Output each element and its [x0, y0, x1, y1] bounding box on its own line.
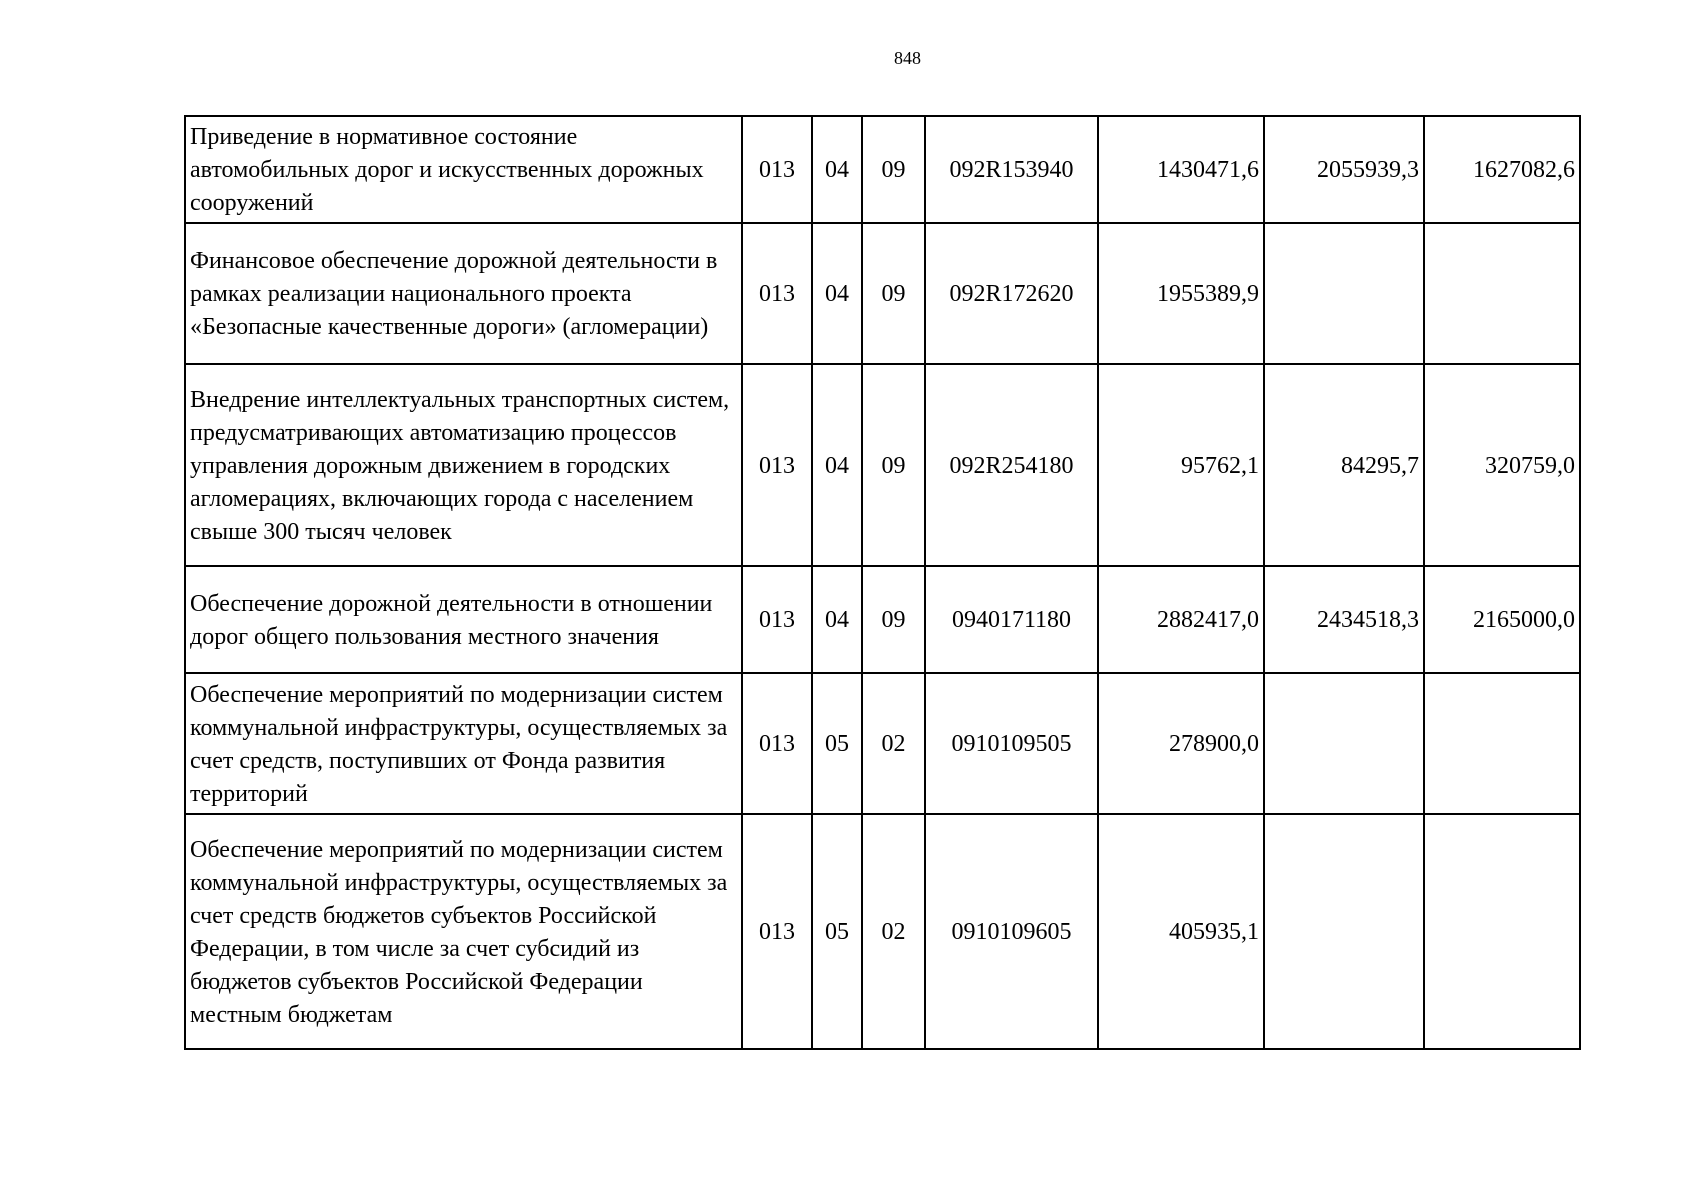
ministry-code-cell: 013	[742, 566, 812, 673]
section-code-cell: 05	[812, 673, 862, 814]
subsection-code-cell: 09	[862, 566, 925, 673]
table-row	[185, 673, 1580, 814]
amount-cell-3	[1424, 223, 1580, 364]
expense-name-cell: Приведение в нормативное состояние автомобильных дорог и искусственных дорожных сооружений	[185, 116, 742, 223]
amount-cell-1: 405935,1	[1098, 814, 1264, 1049]
table-row	[185, 566, 1580, 673]
expense-name-cell: Финансовое обеспечение дорожной деятельности в рамках реализации национального проекта «Безопасные качественные дороги» (агломерации)	[185, 223, 742, 364]
section-code-cell: 04	[812, 566, 862, 673]
target-article-cell: 092R254180	[925, 364, 1098, 566]
budget-table	[184, 115, 1581, 1050]
subsection-code-cell: 09	[862, 223, 925, 364]
section-code-cell: 04	[812, 364, 862, 566]
expense-name-cell: Внедрение интеллектуальных транспортных систем, предусматривающих автоматизацию процессов управления дорожным движением в городских агломерациях, включающих города с населением свыше 300 тысяч человек	[185, 364, 742, 566]
section-code-cell: 04	[812, 223, 862, 364]
subsection-code-cell: 02	[862, 673, 925, 814]
amount-cell-1: 278900,0	[1098, 673, 1264, 814]
expense-name-cell: Обеспечение дорожной деятельности в отношении дорог общего пользования местного значения	[185, 566, 742, 673]
expense-name-cell: Обеспечение мероприятий по модернизации систем коммунальной инфраструктуры, осуществляемых за счет средств бюджетов субъектов Российской Федерации, в том числе за счет субсидий из бюджетов субъектов Российской Федерации местным бюджетам	[185, 814, 742, 1049]
amount-cell-3	[1424, 814, 1580, 1049]
amount-cell-2	[1264, 673, 1424, 814]
ministry-code-cell: 013	[742, 814, 812, 1049]
target-article-cell: 0910109605	[925, 814, 1098, 1049]
amount-cell-1: 1430471,6	[1098, 116, 1264, 223]
table-row	[185, 364, 1580, 566]
ministry-code-cell: 013	[742, 223, 812, 364]
table-row	[185, 223, 1580, 364]
table-row	[185, 814, 1580, 1049]
amount-cell-1: 2882417,0	[1098, 566, 1264, 673]
amount-cell-2	[1264, 814, 1424, 1049]
amount-cell-3: 1627082,6	[1424, 116, 1580, 223]
amount-cell-1: 1955389,9	[1098, 223, 1264, 364]
subsection-code-cell: 02	[862, 814, 925, 1049]
target-article-cell: 0910109505	[925, 673, 1098, 814]
page-number: 848	[894, 48, 921, 68]
amount-cell-3: 2165000,0	[1424, 566, 1580, 673]
ministry-code-cell: 013	[742, 673, 812, 814]
amount-cell-1: 95762,1	[1098, 364, 1264, 566]
subsection-code-cell: 09	[862, 116, 925, 223]
amount-cell-3	[1424, 673, 1580, 814]
amount-cell-2	[1264, 223, 1424, 364]
table-row	[185, 116, 1580, 223]
amount-cell-3: 320759,0	[1424, 364, 1580, 566]
section-code-cell: 04	[812, 116, 862, 223]
section-code-cell: 05	[812, 814, 862, 1049]
amount-cell-2: 2434518,3	[1264, 566, 1424, 673]
ministry-code-cell: 013	[742, 364, 812, 566]
target-article-cell: 092R172620	[925, 223, 1098, 364]
amount-cell-2: 84295,7	[1264, 364, 1424, 566]
ministry-code-cell: 013	[742, 116, 812, 223]
target-article-cell: 092R153940	[925, 116, 1098, 223]
amount-cell-2: 2055939,3	[1264, 116, 1424, 223]
target-article-cell: 0940171180	[925, 566, 1098, 673]
expense-name-cell: Обеспечение мероприятий по модернизации систем коммунальной инфраструктуры, осуществляемых за счет средств, поступивших от Фонда развития территорий	[185, 673, 742, 814]
subsection-code-cell: 09	[862, 364, 925, 566]
